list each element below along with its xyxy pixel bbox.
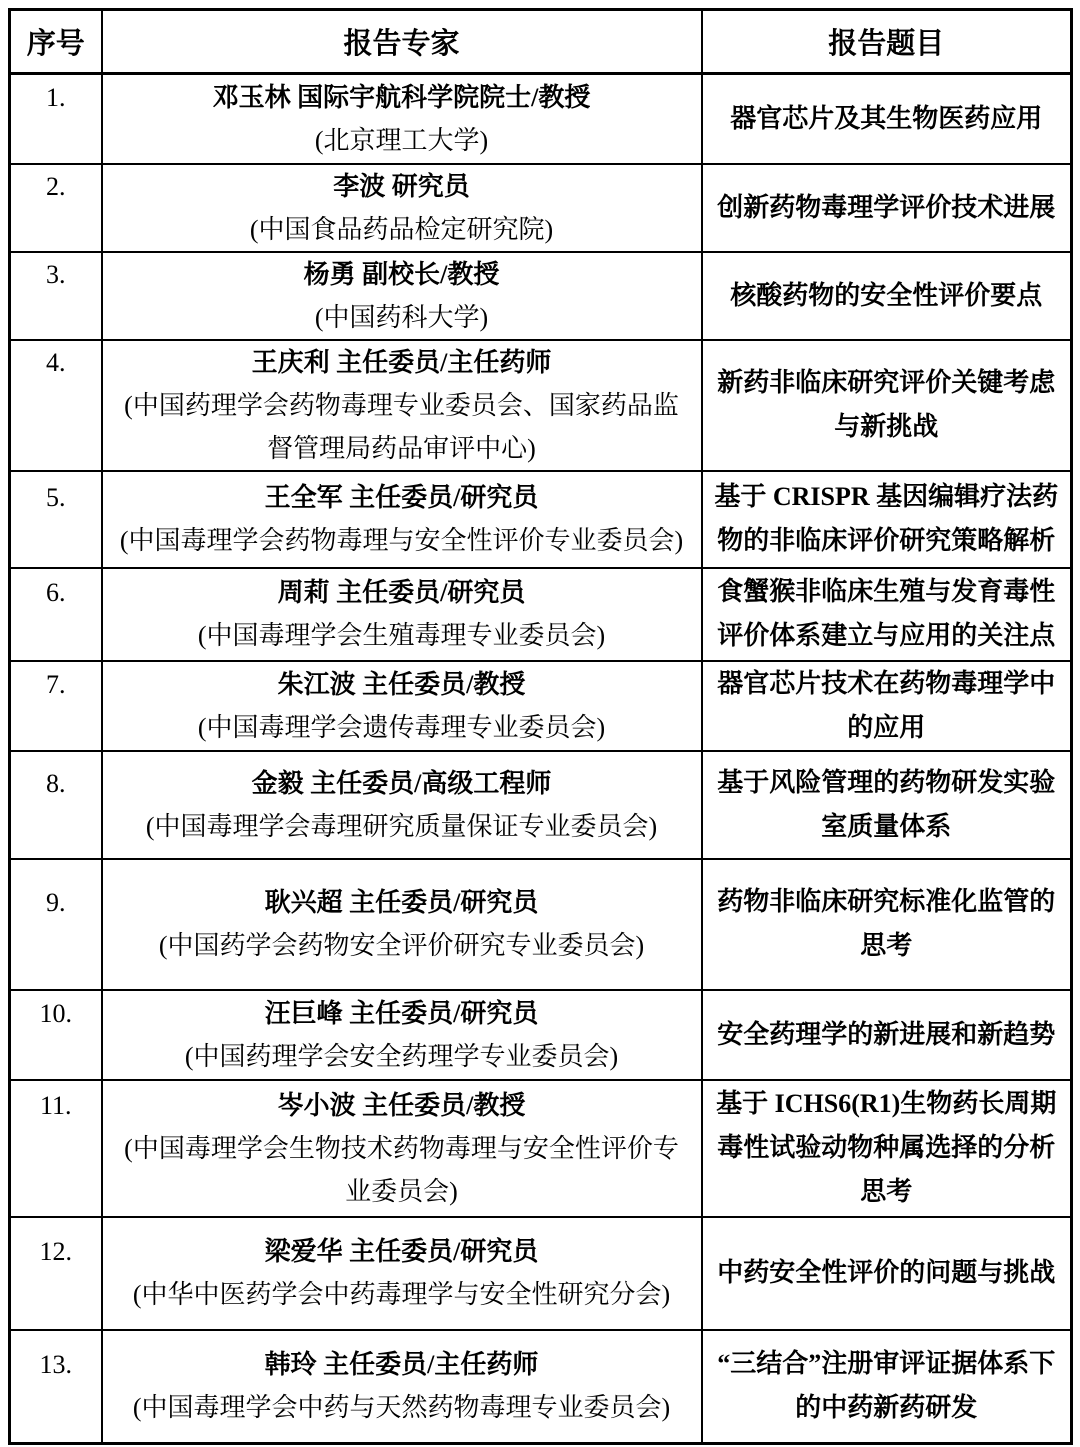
- row-number-wrap: [11, 1343, 101, 1429]
- row-number: 3.: [46, 259, 66, 289]
- speaker-cell: [102, 990, 702, 1080]
- speaker-affiliation: (中国食品药品检定研究院): [249, 214, 554, 244]
- speaker-block: [103, 1230, 701, 1316]
- row-number: 6.: [46, 578, 66, 607]
- speaker-affiliation: (中国毒理学会中药与天然药物毒理专业委员会): [132, 1393, 671, 1423]
- row-number-wrap: [11, 762, 101, 848]
- speaker-cell: [102, 751, 702, 859]
- speaker-block: [103, 165, 701, 251]
- row-number-cell: [10, 164, 102, 252]
- speaker-cell: [102, 661, 702, 751]
- row-number-cell: [10, 990, 102, 1080]
- table-row: [10, 568, 1072, 661]
- speaker-name: 周莉 主任委员/研究员: [277, 578, 526, 607]
- row-number-wrap: [11, 992, 101, 1078]
- speaker-cell: [102, 74, 702, 164]
- row-number-wrap: [11, 571, 101, 657]
- speaker-name: 朱江波 主任委员/教授: [277, 669, 526, 699]
- speaker-name: 王庆利 主任委员/主任药师: [251, 347, 552, 377]
- speaker-affiliation: (中国药科大学): [314, 302, 489, 332]
- column-header-seq: 序号: [10, 10, 102, 74]
- row-number-wrap: [11, 663, 101, 749]
- speaker-affiliation: (北京理工大学): [314, 125, 489, 155]
- table-row: [10, 164, 1072, 252]
- row-number-wrap: [11, 1084, 101, 1213]
- title-cell: [702, 661, 1072, 751]
- table-row: [10, 1080, 1072, 1217]
- row-number-wrap: [11, 881, 101, 967]
- report-title: 基于 ICHS6(R1)生物药长周期毒性试验动物种属选择的分析思考: [716, 1089, 1057, 1206]
- report-title: 基于 CRISPR 基因编辑疗法药物的非临床评价研究策略解析: [714, 482, 1059, 555]
- table-row: [10, 252, 1072, 340]
- row-number-cell: [10, 1080, 102, 1217]
- table-row: [10, 990, 1072, 1080]
- title-cell: [702, 74, 1072, 164]
- row-number: 13.: [39, 1350, 72, 1380]
- speaker-affiliation: (中国毒理学会药物毒理与安全性评价专业委员会): [119, 526, 684, 555]
- row-number-cell: [10, 252, 102, 340]
- speaker-cell: [102, 568, 702, 661]
- table-row: [10, 471, 1072, 568]
- speaker-affiliation: (中国毒理学会生殖毒理专业委员会): [197, 621, 606, 650]
- table-row: [10, 859, 1072, 990]
- column-header-speaker: 报告专家: [102, 10, 702, 74]
- speaker-block: [103, 881, 701, 967]
- speaker-affiliation: (中国毒理学会毒理研究质量保证专业委员会): [145, 811, 658, 841]
- speaker-block: [103, 992, 701, 1078]
- speaker-name: 梁爱华 主任委员/研究员: [264, 1237, 539, 1266]
- speaker-cell: [102, 471, 702, 568]
- report-title: 安全药理学的新进展和新趋势: [717, 1019, 1056, 1049]
- speaker-name: 岑小波 主任委员/教授: [277, 1090, 526, 1120]
- row-number: 1.: [46, 82, 66, 112]
- title-cell: [702, 340, 1072, 471]
- title-cell: [702, 568, 1072, 661]
- speaker-cell: [102, 1217, 702, 1330]
- table-row: [10, 74, 1072, 164]
- report-title: 器官芯片及其生物医药应用: [730, 103, 1043, 133]
- row-number-cell: [10, 74, 102, 164]
- row-number: 8.: [46, 768, 66, 798]
- speaker-block: [103, 762, 701, 848]
- speaker-cell: [102, 252, 702, 340]
- row-number-wrap: [11, 1230, 101, 1316]
- row-number-cell: [10, 859, 102, 990]
- title-cell: [702, 164, 1072, 252]
- speaker-affiliation: (中国毒理学会遗传毒理专业委员会): [197, 712, 606, 742]
- report-title: 基于风险管理的药物研发实验室质量体系: [717, 767, 1056, 841]
- row-number-cell: [10, 471, 102, 568]
- speaker-block: [103, 1084, 701, 1213]
- table-row: [10, 340, 1072, 471]
- row-number: 2.: [46, 171, 66, 201]
- speaker-block: [103, 663, 701, 749]
- row-number-cell: [10, 661, 102, 751]
- row-number: 5.: [46, 483, 66, 512]
- speaker-block: [103, 1343, 701, 1429]
- speaker-affiliation: (中国毒理学会生物技术药物毒理与安全性评价专业委员会): [124, 1133, 679, 1206]
- speaker-affiliation: (中国药理学会安全药理学专业委员会): [184, 1041, 619, 1071]
- row-number: 10.: [39, 998, 72, 1028]
- title-cell: [702, 252, 1072, 340]
- speaker-block: [103, 476, 701, 562]
- row-number-wrap: [11, 476, 101, 562]
- speaker-affiliation: (中国药理学会药物毒理专业委员会、国家药品监督管理局药品审评中心): [124, 390, 679, 463]
- speaker-name: 汪巨峰 主任委员/研究员: [264, 998, 539, 1028]
- row-number-wrap: [11, 253, 101, 339]
- speaker-name: 耿兴超 主任委员/研究员: [264, 888, 539, 917]
- report-title: 器官芯片技术在药物毒理学中的应用: [717, 668, 1056, 742]
- row-number: 12.: [39, 1237, 72, 1266]
- report-title: 药物非临床研究标准化监管的思考: [717, 887, 1056, 960]
- report-title: “三结合”注册审评证据体系下的中药新药研发: [717, 1349, 1056, 1423]
- speaker-name: 王全军 主任委员/研究员: [264, 483, 539, 512]
- speaker-cell: [102, 859, 702, 990]
- speaker-block: [103, 76, 701, 162]
- speaker-name: 邓玉林 国际宇航科学院院士/教授: [212, 82, 591, 112]
- title-cell: [702, 1330, 1072, 1444]
- speaker-cell: [102, 1330, 702, 1444]
- speaker-name: 杨勇 副校长/教授: [303, 259, 500, 289]
- title-cell: [702, 1217, 1072, 1330]
- row-number: 9.: [46, 888, 66, 917]
- title-cell: [702, 990, 1072, 1080]
- speaker-schedule-table: [8, 8, 1073, 1445]
- speaker-name: 韩玲 主任委员/主任药师: [264, 1350, 539, 1380]
- header-row: [10, 10, 1072, 74]
- speaker-cell: [102, 1080, 702, 1217]
- report-title: 创新药物毒理学评价技术进展: [717, 192, 1056, 222]
- report-title: 食蟹猴非临床生殖与发育毒性评价体系建立与应用的关注点: [717, 577, 1056, 650]
- row-number-wrap: [11, 165, 101, 251]
- table-row: [10, 1330, 1072, 1444]
- title-cell: [702, 751, 1072, 859]
- row-number-cell: [10, 1330, 102, 1444]
- title-cell: [702, 1080, 1072, 1217]
- report-title: 新药非临床研究评价关键考虑与新挑战: [717, 368, 1056, 441]
- title-cell: [702, 859, 1072, 990]
- speaker-affiliation: (中华中医药学会中药毒理学与安全性研究分会): [132, 1280, 671, 1309]
- report-title: 核酸药物的安全性评价要点: [730, 280, 1043, 310]
- speaker-block: [103, 571, 701, 657]
- speaker-block: [103, 253, 701, 339]
- column-header-title: 报告题目: [702, 10, 1072, 74]
- row-number-cell: [10, 568, 102, 661]
- row-number-cell: [10, 751, 102, 859]
- row-number-cell: [10, 1217, 102, 1330]
- row-number: 11.: [39, 1090, 72, 1120]
- report-title: 中药安全性评价的问题与挑战: [717, 1258, 1056, 1287]
- table-row: [10, 661, 1072, 751]
- row-number: 7.: [46, 669, 66, 699]
- speaker-affiliation: (中国药学会药物安全评价研究专业委员会): [158, 931, 645, 960]
- speaker-name: 金毅 主任委员/高级工程师: [251, 768, 552, 798]
- speaker-cell: [102, 164, 702, 252]
- speaker-cell: [102, 340, 702, 471]
- row-number-cell: [10, 340, 102, 471]
- table-row: [10, 1217, 1072, 1330]
- speaker-block: [103, 341, 701, 470]
- row-number-wrap: [11, 76, 101, 162]
- speaker-name: 李波 研究员: [333, 171, 470, 201]
- title-cell: [702, 471, 1072, 568]
- row-number: 4.: [46, 347, 66, 377]
- table-row: [10, 751, 1072, 859]
- row-number-wrap: [11, 341, 101, 470]
